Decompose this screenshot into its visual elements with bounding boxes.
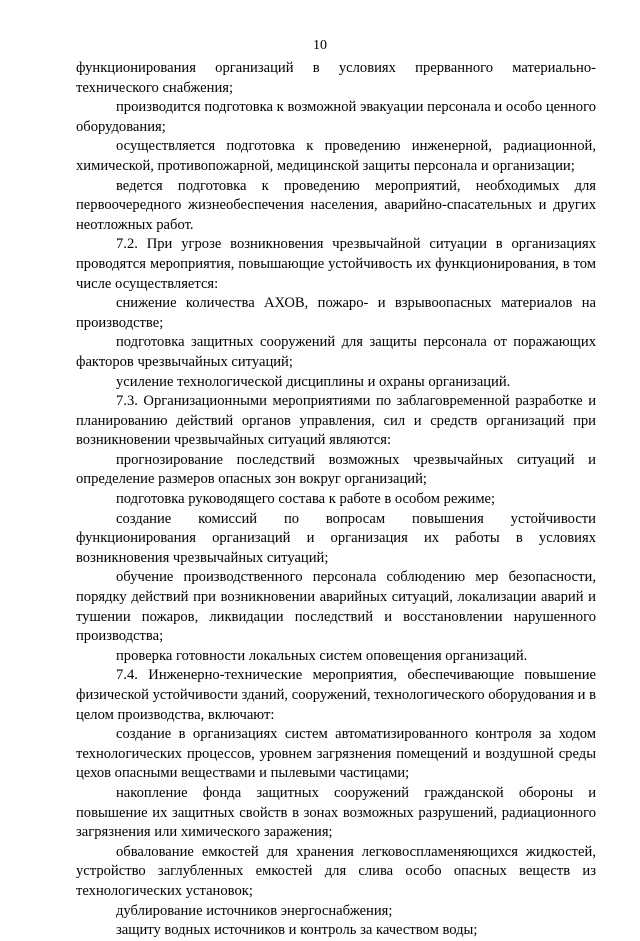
paragraph: производится подготовка к возможной эвакуации персонала и особо ценного оборудования; <box>76 99 596 135</box>
paragraph: обучение производственного персонала соблюдению мер безопасности, порядку действий при возникновении аварийных ситуаций, локализации аварий и тушении пожаров, ликвидации последствий и восстановлении нарушенного производства; <box>76 569 596 645</box>
paragraph: проверка готовности локальных систем оповещения организаций. <box>116 647 528 664</box>
paragraph: подготовка защитных сооружений для защиты персонала от поражающих факторов чрезвычайных ситуаций; <box>76 334 596 370</box>
paragraph: прогнозирование последствий возможных чрезвычайных ситуаций и определение размеров опасных зон вокруг организаций; <box>76 451 596 488</box>
paragraph: 7.2. При угрозе возникновения чрезвычайной ситуации в организациях проводятся мероприятия, повышающие устойчивость их функционирования, в том числе осуществляется: <box>76 236 596 292</box>
paragraph: создание комиссий по вопросам повышения устойчивости функционирования организаций и организация их работы в условиях возникновения чрезвычайных ситуаций; <box>76 510 596 566</box>
paragraph: 7.4. Инженерно-технические мероприятия, обеспечивающие повышение физической устойчивости зданий, сооружений, технологического оборудования и в целом производства, включают: <box>76 667 596 723</box>
paragraph: защиту водных источников и контроль за качеством воды; <box>116 922 478 939</box>
paragraph: функционирования организаций в условиях прерванного материально-технического снабжения; <box>76 60 596 96</box>
paragraph: дублирование источников энергоснабжения; <box>116 902 393 919</box>
page-number: 10 <box>313 38 327 53</box>
paragraph: ведется подготовка к проведению мероприятий, необходимых для первоочередного жизнеобеспечения населения, аварийно-спасательных и других неотложных работ. <box>76 177 596 233</box>
paragraph: накопление фонда защитных сооружений гражданской обороны и повышение их защитных свойств в зонах возможных разрушений, радиационного загрязнения или химического заражения; <box>76 784 596 841</box>
paragraph: обвалование емкостей для хранения легковоспламеняющихся жидкостей, устройство заглубленных емкостей для слива особо опасных веществ из технологических установок; <box>76 843 596 899</box>
paragraph: снижение количества АХОВ, пожаро- и взрывоопасных материалов на производстве; <box>76 295 596 331</box>
paragraph: усиление технологической дисциплины и охраны организаций. <box>116 373 511 390</box>
paragraph: подготовка руководящего состава к работе в особом режиме; <box>116 491 496 508</box>
paragraph: 7.3. Организационными мероприятиями по заблаговременной разработке и планированию действий органов управления, сил и средств организаций при возникновении чрезвычайных ситуаций являются: <box>76 393 596 449</box>
document-body <box>76 59 596 941</box>
paragraph: осуществляется подготовка к проведению инженерной, радиационной, химической, противопожарной, медицинской защиты персонала и организации; <box>76 138 596 174</box>
paragraph: создание в организациях систем автоматизированного контроля за ходом технологических процессов, уровнем загрязнения помещений и воздушной среды цехов опасными веществами и пылевыми частицами; <box>76 726 596 782</box>
